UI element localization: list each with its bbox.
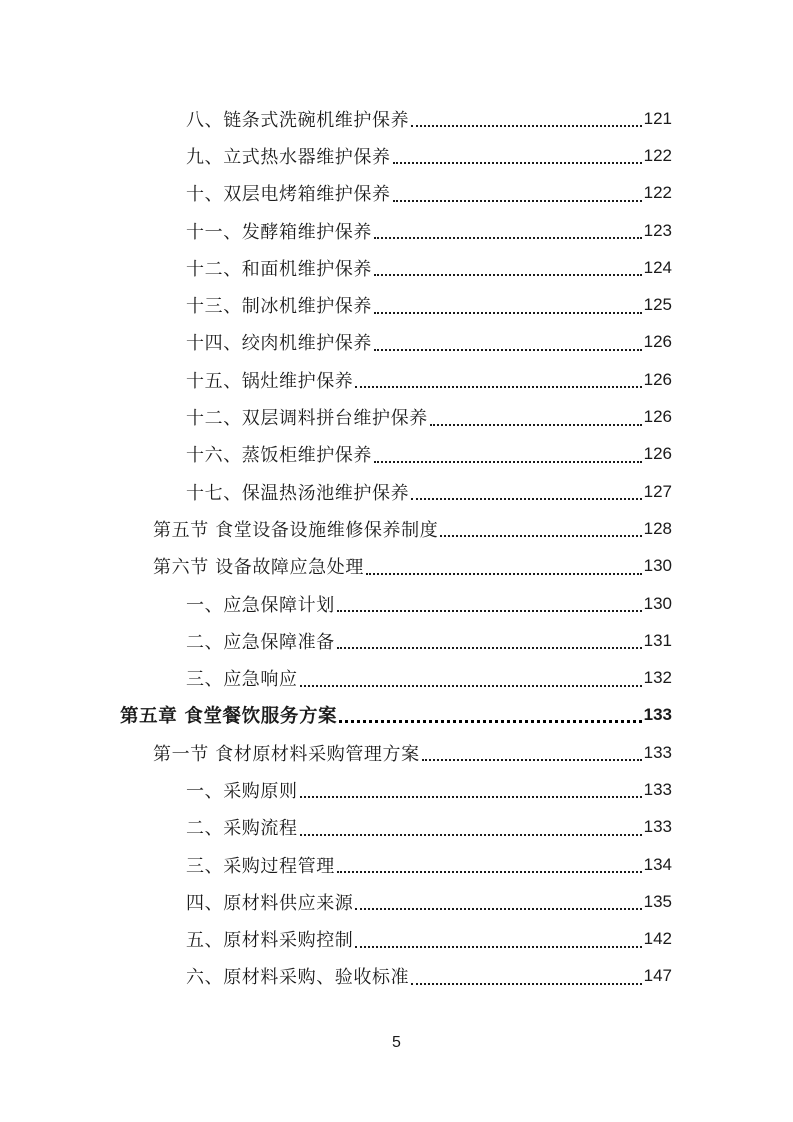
toc-entry-page: 134	[643, 854, 672, 874]
toc-entry-page: 126	[643, 332, 672, 352]
toc-entry[interactable]	[0, 921, 793, 958]
toc-dot-leader	[374, 273, 642, 276]
toc-dot-leader	[411, 124, 641, 127]
toc-dot-leader	[393, 199, 642, 202]
toc-entry[interactable]	[0, 510, 793, 547]
toc-dot-leader	[374, 348, 642, 351]
toc-dot-leader	[337, 870, 642, 873]
toc-entry[interactable]	[0, 473, 793, 510]
toc-entry[interactable]	[0, 846, 793, 883]
toc-entry[interactable]	[0, 398, 793, 435]
toc-entry-title: 第一节 食材原材料采购管理方案	[153, 743, 420, 765]
toc-entry-title: 十三、制冰机维护保养	[186, 296, 372, 318]
toc-entry-title: 第五章 食堂餐饮服务方案	[120, 706, 338, 728]
toc-entry-page: 122	[643, 183, 672, 203]
toc-entry-page: 124	[643, 257, 672, 277]
toc-entry-title: 二、应急保障准备	[186, 631, 335, 653]
toc-entry-page: 125	[643, 295, 672, 315]
toc-entry-page: 133	[643, 779, 672, 799]
toc-dot-leader	[411, 497, 641, 500]
toc-entry-title: 十四、绞肉机维护保养	[186, 333, 372, 355]
toc-dot-leader	[374, 311, 642, 314]
toc-entry[interactable]	[0, 659, 793, 696]
toc-entry[interactable]	[0, 286, 793, 323]
toc-entry-title: 四、原材料供应来源	[186, 892, 354, 914]
toc-entry[interactable]	[0, 771, 793, 808]
toc-entry-title: 二、采购流程	[186, 818, 298, 840]
toc-entry-title: 十五、锅灶维护保养	[186, 370, 354, 392]
toc-entry[interactable]	[0, 622, 793, 659]
toc-entry[interactable]	[0, 548, 793, 585]
toc-entry[interactable]	[0, 137, 793, 174]
toc-entry-page: 133	[643, 705, 672, 725]
toc-dot-leader	[440, 534, 641, 537]
toc-entry[interactable]	[0, 809, 793, 846]
page-number: 5	[392, 1034, 401, 1051]
toc-entry-title: 十二、双层调料拼台维护保养	[186, 408, 428, 430]
toc-entry[interactable]	[0, 734, 793, 771]
toc-entry-page: 123	[643, 220, 672, 240]
toc-entry-page: 122	[643, 145, 672, 165]
toc-dot-leader	[422, 758, 642, 761]
toc-entry-page: 126	[643, 444, 672, 464]
toc-entry-page: 142	[643, 929, 672, 949]
toc-entry[interactable]	[0, 361, 793, 398]
toc-dot-leader	[300, 795, 642, 798]
toc-entry-title: 五、原材料采购控制	[186, 930, 354, 952]
toc-dot-leader	[393, 161, 642, 164]
toc-dot-leader	[355, 385, 641, 388]
toc-dot-leader	[374, 460, 642, 463]
toc-entry-title: 第六节 设备故障应急处理	[153, 557, 364, 579]
toc-entry[interactable]	[0, 697, 793, 734]
toc-entry[interactable]	[0, 249, 793, 286]
toc-entry-page: 147	[643, 966, 672, 986]
toc-entry-title: 十一、发酵箱维护保养	[186, 221, 372, 243]
toc-entry-page: 128	[643, 518, 672, 538]
toc-entry-title: 三、应急响应	[186, 669, 298, 691]
toc-entry[interactable]	[0, 212, 793, 249]
toc-entry-title: 十、双层电烤箱维护保养	[186, 184, 391, 206]
toc-entry[interactable]	[0, 958, 793, 995]
toc-entry[interactable]	[0, 883, 793, 920]
toc-entry-title: 十七、保温热汤池维护保养	[186, 482, 410, 504]
toc-entry-page: 135	[643, 891, 672, 911]
toc-entry-page: 130	[643, 593, 672, 613]
toc-entry-page: 121	[643, 108, 672, 128]
toc-dot-leader	[355, 907, 641, 910]
toc-entry-page: 132	[643, 668, 672, 688]
toc-dot-leader	[337, 609, 642, 612]
toc-dot-leader	[374, 236, 642, 239]
toc-entry[interactable]	[0, 436, 793, 473]
toc-entry-title: 十六、蒸饭柜维护保养	[186, 445, 372, 467]
toc-entry[interactable]	[0, 585, 793, 622]
toc-entry-title: 第五节 食堂设备设施维修保养制度	[153, 519, 439, 541]
toc-entry[interactable]	[0, 100, 793, 137]
toc-dot-leader	[337, 646, 642, 649]
toc-entry-title: 三、采购过程管理	[186, 855, 335, 877]
toc-entry-page: 126	[643, 407, 672, 427]
toc-entry-title: 九、立式热水器维护保养	[186, 146, 391, 168]
toc-dot-leader	[355, 945, 641, 948]
toc-dot-leader	[366, 572, 642, 575]
toc-dot-leader	[411, 982, 641, 985]
toc-entry-title: 一、应急保障计划	[186, 594, 335, 616]
toc-entry-page: 133	[643, 742, 672, 762]
toc-dot-leader	[339, 719, 641, 723]
toc-entry-page: 127	[643, 481, 672, 501]
toc-entry-page: 133	[643, 817, 672, 837]
toc-entry-page: 131	[643, 630, 672, 650]
toc-entry-page: 126	[643, 369, 672, 389]
toc-entry-page: 130	[643, 556, 672, 576]
table-of-contents	[0, 100, 793, 995]
toc-entry-title: 一、采购原则	[186, 780, 298, 802]
toc-entry[interactable]	[0, 324, 793, 361]
toc-dot-leader	[300, 684, 642, 687]
toc-dot-leader	[300, 833, 642, 836]
toc-entry[interactable]	[0, 175, 793, 212]
toc-dot-leader	[430, 423, 642, 426]
toc-entry-title: 六、原材料采购、验收标准	[186, 967, 410, 989]
toc-entry-title: 八、链条式洗碗机维护保养	[186, 109, 410, 131]
toc-entry-title: 十二、和面机维护保养	[186, 258, 372, 280]
